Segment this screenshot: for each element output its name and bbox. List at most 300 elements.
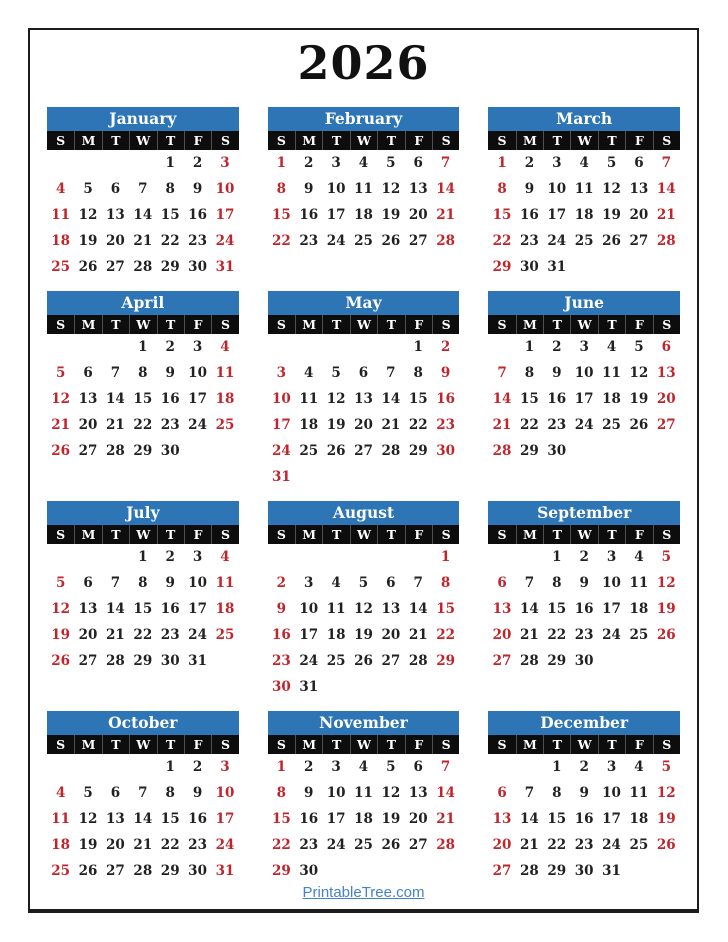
date-cell: 30 xyxy=(271,679,291,695)
date-cell: 17 xyxy=(188,601,207,617)
weekday-letter: S xyxy=(497,527,507,542)
weekday-letter: T xyxy=(157,131,184,150)
date-cell: 5 xyxy=(55,575,66,591)
date-cell: 16 xyxy=(519,207,539,223)
empty-date-cell xyxy=(74,754,101,780)
date-cell: 4 xyxy=(579,155,589,171)
date-cell: 27 xyxy=(629,233,649,249)
weekday-letter: F xyxy=(184,735,211,754)
empty-date-cell xyxy=(377,464,404,490)
date-cell: 2 xyxy=(165,339,175,355)
month-block-august xyxy=(268,501,460,700)
weekday-letter: W xyxy=(129,525,156,544)
empty-date-cell xyxy=(405,674,432,700)
date-cell: 29 xyxy=(271,863,291,879)
empty-date-cell xyxy=(102,334,129,360)
date-cell: 12 xyxy=(381,785,401,801)
date-cell: 20 xyxy=(656,391,676,407)
date-cell: 21 xyxy=(133,233,153,249)
weekday-letter: T xyxy=(322,525,349,544)
month-title: January xyxy=(47,107,239,131)
months-grid xyxy=(47,107,680,884)
date-cell: 2 xyxy=(304,155,314,171)
date-cell: 20 xyxy=(629,207,649,223)
date-cell: 13 xyxy=(629,181,649,197)
date-cell: 18 xyxy=(629,601,649,617)
date-cell: 16 xyxy=(436,391,456,407)
date-cell: 23 xyxy=(271,653,291,669)
weekday-letter: M xyxy=(516,131,543,150)
date-cell: 23 xyxy=(299,233,319,249)
date-cell: 21 xyxy=(436,811,456,827)
date-cell: 11 xyxy=(326,601,346,617)
date-cell: 28 xyxy=(106,443,125,459)
weekday-letter: T xyxy=(598,131,625,150)
date-cell: 23 xyxy=(188,837,207,853)
date-cell: 4 xyxy=(331,575,341,591)
date-cell: 22 xyxy=(160,837,180,853)
weekday-letter: W xyxy=(570,525,597,544)
month-dates-grid xyxy=(268,544,460,700)
weekday-letter: M xyxy=(74,131,101,150)
date-cell: 21 xyxy=(408,627,428,643)
weekday-letter: W xyxy=(570,735,597,754)
month-block-february xyxy=(268,107,460,254)
empty-date-cell xyxy=(653,438,680,464)
date-cell: 28 xyxy=(436,233,456,249)
date-cell: 5 xyxy=(661,759,671,775)
date-cell: 7 xyxy=(110,365,121,381)
date-cell: 4 xyxy=(634,549,644,565)
empty-date-cell xyxy=(653,648,680,674)
empty-date-cell xyxy=(295,334,322,360)
weekday-letter: M xyxy=(516,315,543,334)
date-cell: 10 xyxy=(602,575,621,591)
month-block-may xyxy=(268,291,460,490)
date-cell: 22 xyxy=(271,837,291,853)
weekday-letter: M xyxy=(295,735,322,754)
date-cell: 20 xyxy=(78,627,98,643)
date-cell: 19 xyxy=(629,391,649,407)
date-cell: 1 xyxy=(413,339,423,355)
weekday-letter: S xyxy=(276,527,286,542)
date-cell: 25 xyxy=(354,233,373,249)
date-cell: 17 xyxy=(574,391,594,407)
empty-date-cell xyxy=(322,464,349,490)
weekday-letter: F xyxy=(405,131,432,150)
date-cell: 10 xyxy=(188,575,207,591)
month-dates-grid xyxy=(47,150,239,280)
date-cell: 26 xyxy=(656,627,676,643)
date-cell: 2 xyxy=(579,549,589,565)
date-cell: 13 xyxy=(381,601,401,617)
date-cell: 22 xyxy=(436,627,456,643)
empty-date-cell xyxy=(184,438,211,464)
date-cell: 7 xyxy=(138,181,148,197)
date-cell: 5 xyxy=(606,155,617,171)
date-cell: 3 xyxy=(552,155,562,171)
date-cell: 7 xyxy=(138,785,148,801)
date-cell: 1 xyxy=(165,155,175,171)
date-cell: 1 xyxy=(497,155,507,171)
empty-date-cell xyxy=(350,544,377,570)
date-cell: 28 xyxy=(408,653,428,669)
date-cell: 29 xyxy=(160,863,180,879)
date-cell: 3 xyxy=(192,549,203,565)
date-cell: 21 xyxy=(51,417,71,433)
date-cell: 3 xyxy=(304,575,314,591)
date-cell: 3 xyxy=(606,759,617,775)
date-cell: 13 xyxy=(106,207,125,223)
date-cell: 27 xyxy=(492,653,512,669)
date-cell: 4 xyxy=(304,365,314,381)
date-cell: 12 xyxy=(78,811,98,827)
empty-date-cell xyxy=(47,334,74,360)
date-cell: 17 xyxy=(602,811,621,827)
date-cell: 10 xyxy=(215,181,235,197)
date-cell: 28 xyxy=(492,443,512,459)
weekday-letter: S xyxy=(432,131,459,150)
date-cell: 9 xyxy=(579,575,589,591)
empty-date-cell xyxy=(322,674,349,700)
empty-date-cell xyxy=(516,754,543,780)
weekday-letter: S xyxy=(276,133,286,148)
date-cell: 25 xyxy=(299,443,319,459)
empty-date-cell xyxy=(129,150,156,176)
date-cell: 29 xyxy=(408,443,428,459)
date-cell: 5 xyxy=(83,181,93,197)
weekday-letter: W xyxy=(570,315,597,334)
date-cell: 31 xyxy=(188,653,207,669)
empty-date-cell xyxy=(211,648,238,674)
date-cell: 25 xyxy=(602,417,621,433)
date-cell: 3 xyxy=(331,759,341,775)
weekday-letter: T xyxy=(543,131,570,150)
date-cell: 31 xyxy=(215,259,235,275)
weekday-letter: T xyxy=(102,131,129,150)
weekday-letter: F xyxy=(184,131,211,150)
empty-date-cell xyxy=(268,334,295,360)
date-cell: 6 xyxy=(386,575,396,591)
date-cell: 22 xyxy=(547,837,567,853)
date-cell: 2 xyxy=(524,155,535,171)
date-cell: 10 xyxy=(271,391,291,407)
date-cell: 24 xyxy=(326,837,346,853)
date-cell: 24 xyxy=(188,627,207,643)
empty-date-cell xyxy=(377,334,404,360)
date-cell: 30 xyxy=(188,259,207,275)
date-cell: 1 xyxy=(138,549,148,565)
month-title: November xyxy=(268,711,460,735)
weekday-letter: F xyxy=(405,735,432,754)
weekday-letter: F xyxy=(405,525,432,544)
date-cell: 4 xyxy=(55,785,66,801)
empty-date-cell xyxy=(625,438,652,464)
date-cell: 25 xyxy=(51,259,71,275)
weekday-letter: S xyxy=(211,735,238,754)
date-cell: 17 xyxy=(188,391,207,407)
month-title: July xyxy=(47,501,239,525)
date-cell: 11 xyxy=(215,365,235,381)
weekday-letter: T xyxy=(377,735,404,754)
empty-date-cell xyxy=(268,544,295,570)
empty-date-cell xyxy=(350,334,377,360)
date-cell: 20 xyxy=(106,837,125,853)
date-cell: 12 xyxy=(51,391,71,407)
date-cell: 13 xyxy=(106,811,125,827)
date-cell: 18 xyxy=(215,391,235,407)
empty-date-cell xyxy=(47,150,74,176)
date-cell: 1 xyxy=(552,549,562,565)
date-cell: 11 xyxy=(299,391,319,407)
date-cell: 1 xyxy=(440,549,451,565)
empty-date-cell xyxy=(129,754,156,780)
date-cell: 20 xyxy=(381,627,401,643)
printabletree-link[interactable]: PrintableTree.com xyxy=(302,884,425,901)
date-cell: 11 xyxy=(574,181,594,197)
date-cell: 15 xyxy=(519,391,539,407)
weekday-letter: T xyxy=(543,315,570,334)
month-dates-grid xyxy=(268,150,460,254)
date-cell: 10 xyxy=(326,785,346,801)
date-cell: 14 xyxy=(519,811,539,827)
date-cell: 12 xyxy=(656,575,676,591)
weekday-letter: S xyxy=(432,525,459,544)
date-cell: 11 xyxy=(629,575,649,591)
date-cell: 15 xyxy=(133,391,153,407)
date-cell: 17 xyxy=(271,417,291,433)
weekday-letter: S xyxy=(56,317,66,332)
date-cell: 26 xyxy=(381,837,401,853)
month-block-march xyxy=(488,107,680,280)
weekday-letter: S xyxy=(211,315,238,334)
weekday-letter: S xyxy=(653,735,680,754)
date-cell: 19 xyxy=(354,627,373,643)
date-cell: 9 xyxy=(165,365,175,381)
date-cell: 14 xyxy=(656,181,676,197)
date-cell: 9 xyxy=(524,181,535,197)
date-cell: 14 xyxy=(436,785,456,801)
date-cell: 20 xyxy=(492,627,512,643)
weekday-letter: W xyxy=(129,315,156,334)
month-dates-grid xyxy=(268,334,460,490)
date-cell: 30 xyxy=(160,443,180,459)
date-cell: 19 xyxy=(656,601,676,617)
empty-date-cell xyxy=(598,438,625,464)
date-cell: 8 xyxy=(276,785,287,801)
weekday-letter: M xyxy=(295,525,322,544)
weekday-header-row xyxy=(268,315,460,334)
date-cell: 23 xyxy=(574,837,594,853)
date-cell: 13 xyxy=(354,391,373,407)
date-cell: 2 xyxy=(304,759,314,775)
date-cell: 17 xyxy=(215,207,235,223)
date-cell: 31 xyxy=(299,679,319,695)
weekday-letter: W xyxy=(129,735,156,754)
date-cell: 6 xyxy=(497,575,507,591)
date-cell: 18 xyxy=(215,601,235,617)
date-cell: 13 xyxy=(492,811,512,827)
date-cell: 30 xyxy=(547,443,567,459)
date-cell: 20 xyxy=(408,811,428,827)
weekday-letter: T xyxy=(598,735,625,754)
date-cell: 23 xyxy=(160,417,180,433)
date-cell: 25 xyxy=(215,627,235,643)
date-cell: 19 xyxy=(326,417,346,433)
date-cell: 26 xyxy=(326,443,346,459)
date-cell: 1 xyxy=(165,759,175,775)
date-cell: 6 xyxy=(497,785,507,801)
date-cell: 29 xyxy=(547,653,567,669)
empty-date-cell xyxy=(516,544,543,570)
date-cell: 14 xyxy=(133,207,153,223)
date-cell: 5 xyxy=(661,549,671,565)
empty-date-cell xyxy=(74,544,101,570)
date-cell: 18 xyxy=(51,837,71,853)
empty-date-cell xyxy=(432,858,459,884)
empty-date-cell xyxy=(322,858,349,884)
date-cell: 12 xyxy=(602,181,621,197)
date-cell: 12 xyxy=(78,207,98,223)
date-cell: 18 xyxy=(326,627,346,643)
weekday-header-row xyxy=(268,525,460,544)
date-cell: 6 xyxy=(83,365,93,381)
date-cell: 23 xyxy=(519,233,539,249)
date-cell: 16 xyxy=(188,811,207,827)
date-cell: 9 xyxy=(440,365,451,381)
date-cell: 21 xyxy=(106,627,125,643)
date-cell: 24 xyxy=(188,417,207,433)
date-cell: 4 xyxy=(55,181,66,197)
date-cell: 27 xyxy=(408,837,428,853)
date-cell: 8 xyxy=(165,181,175,197)
date-cell: 26 xyxy=(381,233,401,249)
date-cell: 19 xyxy=(381,207,401,223)
date-cell: 7 xyxy=(661,155,671,171)
date-cell: 22 xyxy=(408,417,428,433)
date-cell: 2 xyxy=(440,339,451,355)
date-cell: 13 xyxy=(408,181,428,197)
month-title: April xyxy=(47,291,239,315)
date-cell: 16 xyxy=(160,601,180,617)
month-block-july xyxy=(47,501,239,674)
date-cell: 21 xyxy=(436,207,456,223)
date-cell: 17 xyxy=(326,207,346,223)
date-cell: 14 xyxy=(106,391,125,407)
weekday-letter: T xyxy=(102,315,129,334)
date-cell: 27 xyxy=(492,863,512,879)
month-block-april xyxy=(47,291,239,464)
weekday-letter: T xyxy=(543,735,570,754)
date-cell: 3 xyxy=(331,155,341,171)
date-cell: 24 xyxy=(547,233,567,249)
weekday-letter: F xyxy=(625,735,652,754)
date-cell: 20 xyxy=(408,207,428,223)
month-title: August xyxy=(268,501,460,525)
date-cell: 24 xyxy=(574,417,594,433)
date-cell: 24 xyxy=(326,233,346,249)
date-cell: 11 xyxy=(215,575,235,591)
date-cell: 23 xyxy=(160,627,180,643)
date-cell: 3 xyxy=(276,365,287,381)
date-cell: 11 xyxy=(354,785,373,801)
empty-date-cell xyxy=(350,674,377,700)
month-block-september xyxy=(488,501,680,674)
month-dates-grid xyxy=(47,544,239,674)
weekday-letter: W xyxy=(350,735,377,754)
empty-date-cell xyxy=(322,334,349,360)
date-cell: 5 xyxy=(55,365,66,381)
empty-date-cell xyxy=(211,438,238,464)
date-cell: 26 xyxy=(78,863,98,879)
date-cell: 12 xyxy=(656,785,676,801)
weekday-letter: W xyxy=(350,315,377,334)
date-cell: 21 xyxy=(656,207,676,223)
weekday-letter: F xyxy=(625,525,652,544)
date-cell: 2 xyxy=(165,549,175,565)
empty-date-cell xyxy=(295,544,322,570)
date-cell: 18 xyxy=(299,417,319,433)
date-cell: 5 xyxy=(358,575,369,591)
date-cell: 21 xyxy=(492,417,512,433)
date-cell: 18 xyxy=(629,811,649,827)
date-cell: 24 xyxy=(602,627,621,643)
date-cell: 16 xyxy=(188,207,207,223)
date-cell: 17 xyxy=(215,811,235,827)
date-cell: 24 xyxy=(299,653,319,669)
date-cell: 31 xyxy=(215,863,235,879)
date-cell: 16 xyxy=(160,391,180,407)
date-cell: 6 xyxy=(83,575,93,591)
date-cell: 25 xyxy=(215,417,235,433)
date-cell: 16 xyxy=(547,391,567,407)
date-cell: 14 xyxy=(519,601,539,617)
date-cell: 29 xyxy=(519,443,539,459)
date-cell: 25 xyxy=(51,863,71,879)
date-cell: 8 xyxy=(524,365,535,381)
date-cell: 7 xyxy=(497,365,507,381)
empty-date-cell xyxy=(377,544,404,570)
date-cell: 30 xyxy=(160,653,180,669)
date-cell: 7 xyxy=(440,155,451,171)
date-cell: 9 xyxy=(192,181,203,197)
date-cell: 14 xyxy=(133,811,153,827)
date-cell: 18 xyxy=(51,233,71,249)
date-cell: 9 xyxy=(579,785,589,801)
date-cell: 7 xyxy=(413,575,423,591)
date-cell: 16 xyxy=(299,207,319,223)
empty-date-cell xyxy=(598,648,625,674)
date-cell: 30 xyxy=(188,863,207,879)
month-block-october xyxy=(47,711,239,884)
empty-date-cell xyxy=(74,334,101,360)
weekday-letter: F xyxy=(625,131,652,150)
date-cell: 15 xyxy=(271,207,291,223)
date-cell: 17 xyxy=(547,207,567,223)
date-cell: 8 xyxy=(497,181,507,197)
weekday-letter: T xyxy=(543,525,570,544)
date-cell: 19 xyxy=(78,233,98,249)
date-cell: 9 xyxy=(304,785,314,801)
date-cell: 28 xyxy=(106,653,125,669)
date-cell: 13 xyxy=(656,365,676,381)
date-cell: 20 xyxy=(354,417,373,433)
month-dates-grid xyxy=(47,754,239,884)
date-cell: 18 xyxy=(354,811,373,827)
date-cell: 13 xyxy=(78,391,98,407)
weekday-letter: T xyxy=(598,315,625,334)
weekday-letter: M xyxy=(516,735,543,754)
